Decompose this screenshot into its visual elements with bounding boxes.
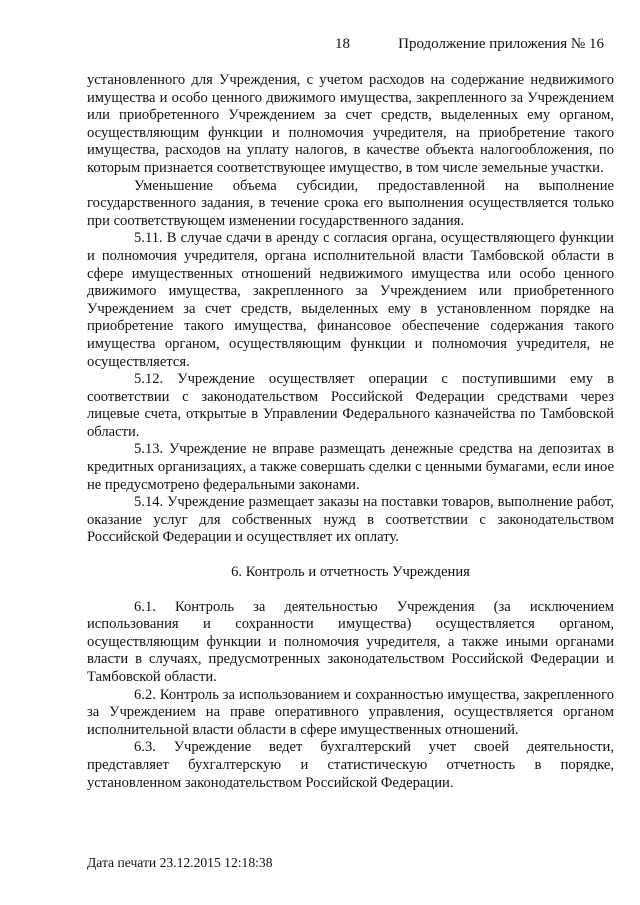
page-number: 18 [335,36,350,52]
paragraph-5-13: 5.13. Учреждение не вправе размещать денежные средства на депозитах в кредитных организациях, а также совершать сделки с ценными бумагами, если иное не предусмотрено федеральными законами. [87,441,614,493]
appendix-continuation-title: Продолжение приложения № 16 [398,36,604,52]
paragraph-5-12: 5.12. Учреждение осуществляет операции с поступившими ему в соответствии с законодательством Российской Федерации средствами через лицевые счета, открытые в Управлении Федерального казначейства по Тамбовской области. [87,371,614,440]
paragraph-6-3: 6.3. Учреждение ведет бухгалтерский учет своей деятельности, представляет бухгалтерскую и статистическую отчетность в порядке, установленном законодательством Российской Федерации. [87,739,614,791]
paragraph-6-2: 6.2. Контроль за использованием и сохранностью имущества, закрепленного за Учреждением на праве оперативного управления, осуществляется органом исполнительной власти области в сфере имущественных отношений. [87,686,614,738]
paragraph-5-11: 5.11. В случае сдачи в аренду с согласия органа, осуществляющего функции и полномочия учредителя, органа исполнительной власти Тамбовской области в сфере имущественных отношений недвижимого имущества или особо ценного движимого имущества, закрепленного за Учреждением или приобретенного Учреждением за счет средств, выделенных ему в установленном порядке на приобретение такого имущества, финансовое обеспечение содержания такого имущества органом, осуществляющим функции и полномочия учредителя, не осуществляется. [87,230,614,370]
section-6-heading: 6. Контроль и отчетность Учреждения [231,564,470,581]
paragraph-5-14: 5.14. Учреждение размещает заказы на поставки товаров, выполнение работ, оказание услуг для собственных нужд в соответствии с законодательством Российской Федерации и осуществляет их оплату. [87,494,614,546]
paragraph-continuation: установленного для Учреждения, с учетом расходов на содержание недвижимого имущества и особо ценного движимого имущества, закрепленного за Учреждением или приобретенного Учреждением за счет средств, выделенных ему органом, осуществляющим функции и полномочия учредителя, на приобретение такого имущества, расходов на уплату налогов, в качестве объекта налогообложения, по которым признается соответствующее имущество, в том числе земельные участки. [87,72,614,176]
paragraph-6-1: 6.1. Контроль за деятельностью Учреждения (за исключением использования и сохранности имущества) осуществляется органом, осуществляющим функции и полномочия учредителя, а также иными органами власти в случаях, предусмотренных законодательством Российской Федерации и Тамбовской области. [87,598,614,685]
print-date-footer: Дата печати 23.12.2015 12:18:38 [87,855,273,870]
page-header [0,36,640,58]
paragraph-subsidy-reduction: Уменьшение объема субсидии, предоставленной на выполнение государственного задания, в течение срока его выполнения осуществляется только при соответствующем изменении государственного задания. [87,177,614,229]
document-body [87,72,614,792]
